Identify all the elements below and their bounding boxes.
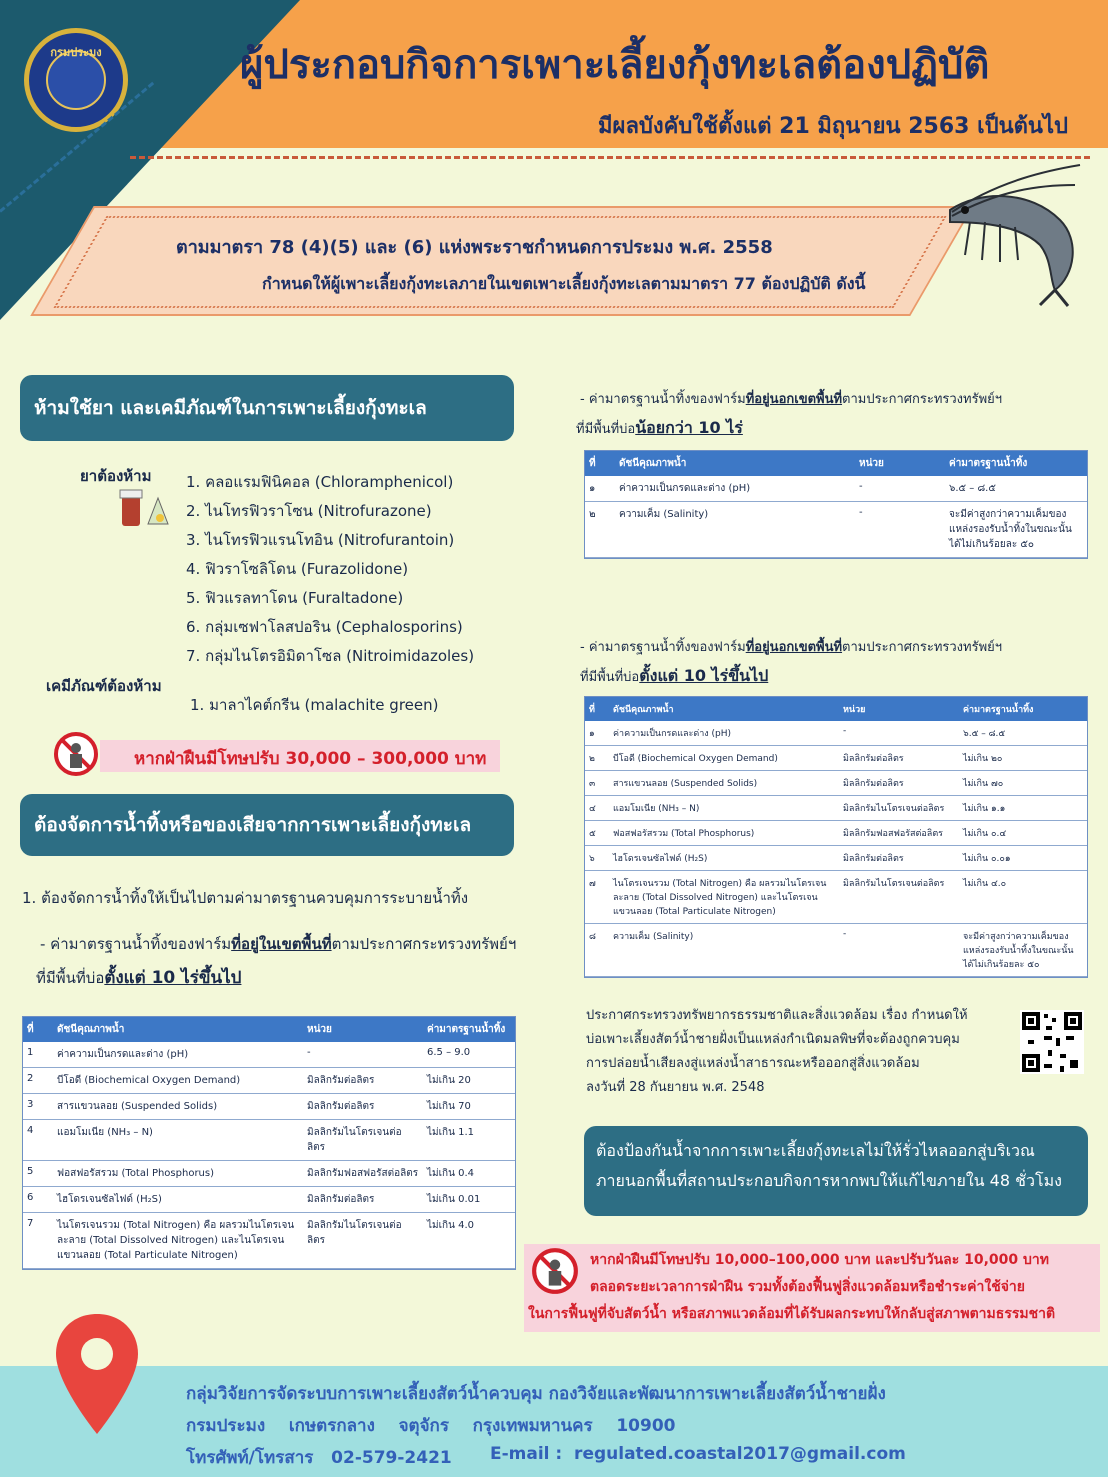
footer-address: กรมประมง เกษตรกลาง จตุจักร กรุงเทพมหานคร 10900 [186,1416,676,1436]
text-underlined: ตั้งแต่ 10 ไร่ขึ้นไป [639,666,769,685]
cell: 4 [23,1120,53,1161]
fine-line: ตลอดระยะเวลาการฝ่าฝืน รวมทั้งต้องฟื้นฟูสิ่งแวดล้อมหรือชำระค่าใช้จ่าย [590,1279,1025,1295]
col-header: ดัชนีคุณภาพน้ำ [609,697,839,721]
table-header-row [23,1017,515,1042]
cell: 5 [23,1161,53,1187]
cell: แอมโมเนีย (NH₃ – N) [53,1120,303,1161]
col-header: ดัชนีคุณภาพน้ำ [615,451,855,476]
shrimp-icon [940,160,1090,310]
text-underlined: ที่อยู่นอกเขตพื้นที่ [745,392,843,407]
cell: - [303,1042,423,1068]
drug-item: 6. กลุ่มเซฟาโลสปอริน (Cephalosporins) [186,618,463,636]
cell: ไม่เกิน ๐.๔ [959,821,1087,846]
cell: แอมโมเนีย (NH₃ – N) [609,796,839,821]
text: ตามประกาศกระทรวงทรัพย์ฯ [331,935,517,953]
cell: ไม่เกิน 0.01 [423,1187,515,1213]
inside-zone-line1 [40,932,516,956]
cell: มิลลิกรัมไนโตรเจนต่อลิตร [303,1213,423,1269]
waste-heading: ต้องจัดการน้ำทิ้งหรือของเสียจากการเพาะเลี้ยงกุ้งทะเล [20,794,514,856]
cell: ไม่เกิน 1.1 [423,1120,515,1161]
outside-small-line2 [576,416,743,441]
waste-point-1: 1. ต้องจัดการน้ำทิ้งให้เป็นไปตามค่ามาตรฐานควบคุมการระบายน้ำทิ้ง [22,889,469,907]
table-row [585,924,1087,977]
table-outside-small [584,450,1088,559]
cell: ๖.๕ – ๘.๕ [945,476,1087,502]
drug-item: 5. ฟิวแรลทาโดน (Furaltadone) [186,589,404,607]
cell: ความเค็ม (Salinity) [615,502,855,558]
cell: ไม่เกิน ๐.๐๑ [959,846,1087,871]
announcement-line: ลงวันที่ 28 กันยายน พ.ศ. 2548 [586,1080,765,1095]
table-row [585,871,1087,924]
cell: มิลลิกรัมต่อลิตร [303,1187,423,1213]
footer-org: กลุ่มวิจัยการจัดระบบการเพาะเลี้ยงสัตว์น้ำควบคุม กองวิจัยและพัฒนาการเพาะเลี้ยงสัตว์น้ำชายฝั่ง [186,1384,886,1404]
footer-phone: โทรศัพท์/โทรสาร 02-579-2421 [186,1448,452,1468]
cell: - [839,721,959,746]
cell: มิลลิกรัมไนโตรเจนต่อลิตร [839,871,959,924]
col-header: หน่วย [855,451,945,476]
table-outside-large [584,696,1088,978]
table-row [23,1094,515,1120]
cell: ค่าความเป็นกรดและด่าง (pH) [615,476,855,502]
text: - ค่ามาตรฐานน้ำทิ้งของฟาร์ม [580,392,746,407]
cell: มิลลิกรัมต่อลิตร [839,846,959,871]
law-banner-line2: กำหนดให้ผู้เพาะเลี้ยงกุ้งทะเลภายในเขตเพาะเลี้ยงกุ้งทะเลตามมาตรา 77 ต้องปฏิบัติ ดังนี้ [262,274,866,293]
table-header-row [585,697,1087,721]
cell: 1 [23,1042,53,1068]
outside-small-line1 [580,388,1002,409]
leak-box [584,1126,1088,1216]
cell: ไม่เกิน ๔.๐ [959,871,1087,924]
cell: มิลลิกรัมต่อลิตร [839,746,959,771]
cell: บีโอดี (Biochemical Oxygen Demand) [609,746,839,771]
cell: 6.5 – 9.0 [423,1042,515,1068]
text: - ค่ามาตรฐานน้ำทิ้งของฟาร์ม [40,935,232,953]
cell: 2 [23,1068,53,1094]
cell: - [855,502,945,558]
table-row [585,502,1087,558]
cell: ไฮโดรเจนซัลไฟด์ (H₂S) [53,1187,303,1213]
cell: ไม่เกิน 20 [423,1068,515,1094]
cell: ๘ [585,924,609,977]
cell: ไม่เกิน ๗๐ [959,771,1087,796]
col-header: หน่วย [839,697,959,721]
text: ที่มีพื้นที่บ่อ [580,670,640,685]
medicine-icon [118,484,174,530]
page-subtitle: มีผลบังคับใช้ตั้งแต่ 21 มิถุนายน 2563 เป็นต้นไป [598,114,1068,139]
leak-line: ภายนอกพื้นที่สถานประกอบกิจการหากพบให้แก้ไขภายใน 48 ชั่วโมง [596,1171,1062,1190]
text: - ค่ามาตรฐานน้ำทิ้งของฟาร์ม [580,640,746,655]
outside-large-line2 [580,664,768,689]
leak-line: ต้องป้องกันน้ำจากการเพาะเลี้ยงกุ้งทะเลไม่ให้รั่วไหลออกสู่บริเวณ [596,1141,1035,1160]
cell: - [855,476,945,502]
table-row [23,1120,515,1161]
cell: ไนโตรเจนรวม (Total Nitrogen) คือ ผลรวมไนโตรเจนละลาย (Total Dissolved Nitrogen) และไนโตรเจนแขวนลอย (Total Particulate Nitrogen) [53,1213,303,1269]
cell: ๗ [585,871,609,924]
cell: ค่าความเป็นกรดและด่าง (pH) [609,721,839,746]
table-row [23,1068,515,1094]
col-header: ค่ามาตรฐานน้ำทิ้ง [945,451,1087,476]
cell: - [839,924,959,977]
drug-item: 3. ไนโทรฟิวแรนโทอิน (Nitrofurantoin) [186,531,455,549]
cell: ๒ [585,746,609,771]
cell: ๑ [585,721,609,746]
table-row [585,746,1087,771]
page-title: ผู้ประกอบกิจการเพาะเลี้ยงกุ้งทะเลต้องปฏิบัติ [240,42,990,88]
cell: จะมีค่าสูงกว่าความเค็มของแหล่งรองรับน้ำทิ้งในขณะนั้นได้ไม่เกินร้อยละ ๕๐ [959,924,1087,977]
text: ที่มีพื้นที่บ่อ [576,422,636,437]
drug-item: 4. ฟิวราโซลิโดน (Furazolidone) [186,560,409,578]
cell: ๒ [585,502,615,558]
col-header: ค่ามาตรฐานน้ำทิ้ง [959,697,1087,721]
cell: สารแขวนลอย (Suspended Solids) [609,771,839,796]
cell: 6 [23,1187,53,1213]
banned-heading: ห้ามใช้ยา และเคมีภัณฑ์ในการเพาะเลี้ยงกุ้งทะเล [20,375,514,441]
text: ตามประกาศกระทรวงทรัพย์ฯ [842,640,1003,655]
table-row [585,796,1087,821]
cell: 3 [23,1094,53,1120]
chemicals-label: เคมีภัณฑ์ต้องห้าม [46,677,162,695]
cell: มิลลิกรัมฟอสฟอรัสต่อลิตร [839,821,959,846]
inside-zone-line2 [36,964,241,991]
cell: ไม่เกิน 0.4 [423,1161,515,1187]
table-row [585,821,1087,846]
drug-item: 1. คลอแรมฟินิคอล (Chloramphenicol) [186,473,454,491]
cell: ความเค็ม (Salinity) [609,924,839,977]
fine-line: หากฝ่าฝืนมีโทษปรับ 10,000–100,000 บาท และปรับวันละ 10,000 บาท [590,1252,1049,1268]
law-banner-line1: ตามมาตรา 78 (4)(5) และ (6) แห่งพระราชกำหนดการประมง พ.ศ. 2558 [176,237,773,258]
col-header: ดัชนีคุณภาพน้ำ [53,1017,303,1042]
cell: ๕ [585,821,609,846]
location-pin-icon [52,1310,142,1440]
cell: จะมีค่าสูงกว่าความเค็มของแหล่งรองรับน้ำทิ้งในขณะนั้นได้ไม่เกินร้อยละ ๕๐ [945,502,1087,558]
prohibited-icon [530,1246,580,1296]
drug-item: 2. ไนโทรฟิวราโซน (Nitrofurazone) [186,502,432,520]
text: ตามประกาศกระทรวงทรัพย์ฯ [842,392,1003,407]
cell: ๖ [585,846,609,871]
cell: ๓ [585,771,609,796]
table-header-row [585,451,1087,476]
col-header: ที่ [23,1017,53,1042]
divider [130,156,1090,159]
chemical-item: 1. มาลาไคต์กรีน (malachite green) [190,696,439,714]
col-header: ที่ [585,451,615,476]
drug-item: 7. กลุ่มไนโตรอิมิดาโซล (Nitroimidazoles) [186,647,475,665]
table-row [23,1042,515,1068]
announcement-line: ประกาศกระทรวงทรัพยากรธรรมชาติและสิ่งแวดล้อม เรื่อง กำหนดให้ [586,1008,968,1023]
table-row [585,846,1087,871]
prohibited-icon [52,730,100,778]
cell: ไฮโดรเจนซัลไฟด์ (H₂S) [609,846,839,871]
fine-line: ในการฟื้นฟูที่จับสัตว์น้ำ หรือสภาพแวดล้อมที่ได้รับผลกระทบให้กลับสู่สภาพตามธรรมชาติ [528,1306,1056,1322]
cell: มิลลิกรัมต่อลิตร [303,1094,423,1120]
announcement-line: บ่อเพาะเลี้ยงสัตว์น้ำชายฝั่งเป็นแหล่งกำเนิดมลพิษที่จะต้องถูกควบคุม [586,1032,960,1047]
announcement-line: การปล่อยน้ำเสียลงสู่แหล่งน้ำสาธารณะหรือออกสู่สิ่งแวดล้อม [586,1056,920,1071]
cell: 7 [23,1213,53,1269]
text-underlined: น้อยกว่า 10 ไร่ [635,418,743,437]
text-underlined: ที่อยู่นอกเขตพื้นที่ [745,640,843,655]
cell: มิลลิกรัมฟอสฟอรัสต่อลิตร [303,1161,423,1187]
cell: ไม่เกิน 70 [423,1094,515,1120]
outside-large-line1 [580,636,1002,657]
table-row [585,721,1087,746]
cell: ค่าความเป็นกรดและด่าง (pH) [53,1042,303,1068]
footer-email[interactable]: E-mail : regulated.coastal2017@gmail.com [490,1444,906,1464]
logo-text: กรมประมง [50,46,102,59]
table-row [23,1187,515,1213]
cell: มิลลิกรัมต่อลิตร [303,1068,423,1094]
col-header: ที่ [585,697,609,721]
col-header: หน่วย [303,1017,423,1042]
cell: มิลลิกรัมไนโตรเจนต่อลิตร [303,1120,423,1161]
col-header: ค่ามาตรฐานน้ำทิ้ง [423,1017,515,1042]
table-row [585,476,1087,502]
cell: ไม่เกิน 4.0 [423,1213,515,1269]
table-inside-zone [22,1016,516,1270]
text-underlined: ที่อยู่ในเขตพื้นที่ [231,935,332,953]
cell: ไม่เกิน ๑.๑ [959,796,1087,821]
cell: ฟอสฟอรัสรวม (Total Phosphorus) [609,821,839,846]
cell: ๔ [585,796,609,821]
cell: ๑ [585,476,615,502]
table-row [585,771,1087,796]
cell: สารแขวนลอย (Suspended Solids) [53,1094,303,1120]
cell: มิลลิกรัมไนโตรเจนต่อลิตร [839,796,959,821]
cell: ไม่เกิน ๒๐ [959,746,1087,771]
cell: ๖.๕ – ๘.๕ [959,721,1087,746]
qr-code-icon[interactable] [1020,1010,1084,1074]
cell: ไนโตรเจนรวม (Total Nitrogen) คือ ผลรวมไนโตรเจนละลาย (Total Dissolved Nitrogen) และไนโตรเจนแขวนลอย (Total Particulate Nitrogen) [609,871,839,924]
cell: ฟอสฟอรัสรวม (Total Phosphorus) [53,1161,303,1187]
text: ที่มีพื้นที่บ่อ [36,969,105,987]
fine-text-1: หากฝ่าฝืนมีโทษปรับ 30,000 – 300,000 บาท [134,749,487,769]
announcement [586,1004,1006,1100]
drug-list [186,470,474,673]
cell: บีโอดี (Biochemical Oxygen Demand) [53,1068,303,1094]
drugs-label: ยาต้องห้าม [80,467,152,485]
text-underlined: ตั้งแต่ 10 ไร่ขึ้นไป [104,968,242,988]
table-row [23,1161,515,1187]
cell: มิลลิกรัมต่อลิตร [839,771,959,796]
table-row [23,1213,515,1269]
